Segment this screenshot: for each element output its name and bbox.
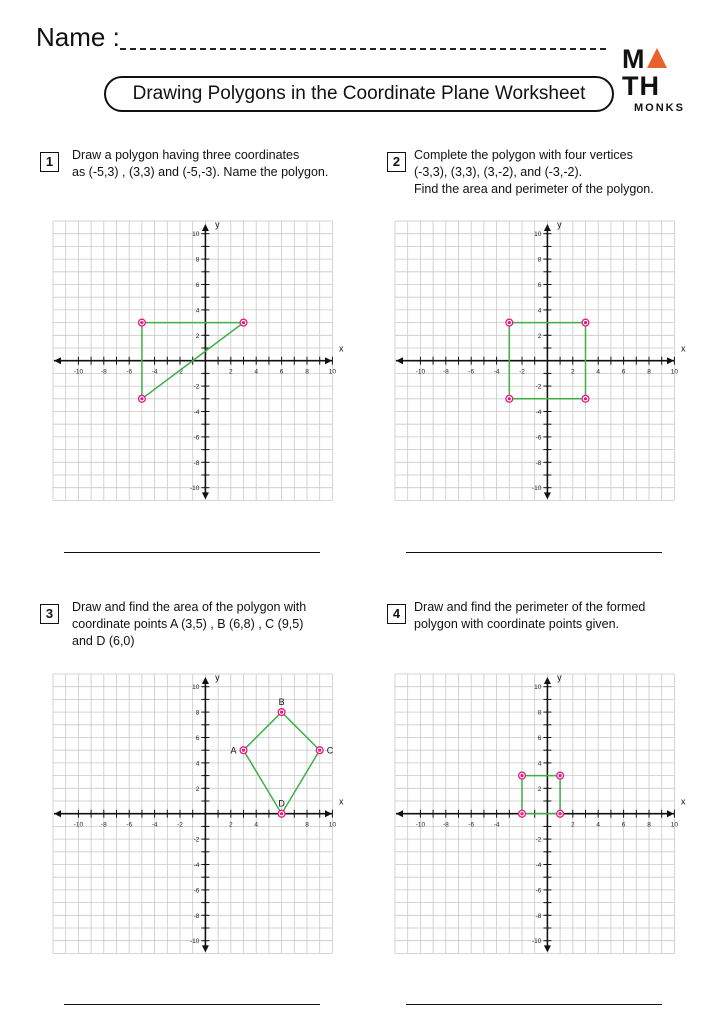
y-tick-label: -4: [193, 409, 200, 416]
vertex-dot: [584, 321, 587, 324]
question-1-line-1: Draw a polygon having three coordinates: [72, 148, 300, 162]
y-tick-label: -10: [189, 938, 200, 946]
x-axis-label: x: [339, 796, 344, 807]
question-2-line-3: Find the area and perimeter of the polygon.: [414, 182, 654, 196]
coordinate-grid-1: [52, 219, 344, 502]
y-axis-arrow-down-icon: [202, 492, 209, 499]
y-axis-arrow-up-icon: [544, 224, 551, 231]
y-tick-label: -8: [535, 459, 542, 467]
y-tick-label: 8: [195, 256, 200, 264]
x-tick-label: 10: [328, 821, 337, 829]
vertex-dot: [559, 812, 562, 815]
x-tick-label: -6: [468, 368, 475, 376]
y-tick-label: -10: [189, 485, 200, 493]
question-3-line-1: Draw and find the area of the polygon with: [72, 600, 307, 614]
y-tick-label: -8: [535, 912, 542, 920]
y-axis-arrow-up-icon: [202, 224, 209, 231]
vertex-dot: [508, 397, 511, 400]
vertex-label: C: [326, 745, 334, 756]
vertex-label: A: [230, 745, 237, 756]
x-tick-label: -6: [126, 368, 133, 376]
y-tick-label: 4: [537, 760, 542, 768]
x-axis-arrow-right-icon: [325, 357, 332, 364]
y-axis-label: y: [215, 219, 220, 230]
answer-line-4[interactable]: [406, 1004, 662, 1005]
y-tick-label: 6: [537, 735, 542, 742]
x-tick-label: 2: [228, 368, 233, 376]
question-4-line-1: Draw and find the perimeter of the formed: [414, 600, 646, 614]
y-tick-label: -10: [531, 485, 542, 493]
x-tick-label: -4: [151, 821, 158, 829]
logo-letter-m: M: [622, 44, 646, 74]
x-axis-arrow-right-icon: [667, 810, 674, 817]
question-2-line-1: Complete the polygon with four vertices: [414, 148, 633, 162]
y-tick-label: 6: [537, 282, 542, 289]
y-axis-arrow-down-icon: [202, 945, 209, 952]
x-tick-label: 8: [305, 821, 309, 829]
x-tick-label: -8: [100, 368, 107, 376]
vertex-dot: [140, 397, 143, 400]
x-tick-label: 4: [596, 368, 601, 376]
y-tick-label: -6: [535, 434, 542, 442]
x-tick-label: 2: [228, 821, 233, 829]
x-tick-label: 4: [254, 821, 259, 829]
vertex-dot: [242, 749, 245, 752]
x-tick-label: -4: [151, 368, 158, 376]
y-tick-label: 10: [534, 231, 542, 239]
polygon-shape: [522, 776, 560, 814]
y-tick-label: 8: [537, 256, 542, 264]
x-tick-label: 2: [570, 821, 575, 829]
vertex-dot: [242, 321, 245, 324]
y-tick-label: -8: [193, 912, 200, 920]
answer-line-2[interactable]: [406, 552, 662, 553]
vertex-dot: [508, 321, 511, 324]
y-tick-label: -8: [193, 459, 200, 467]
y-tick-label: 4: [195, 307, 200, 315]
x-tick-label: -8: [100, 821, 107, 829]
x-tick-label: 10: [670, 368, 679, 376]
x-tick-label: 6: [279, 368, 284, 376]
question-1-text: [72, 147, 328, 181]
x-tick-label: -8: [442, 368, 449, 376]
x-tick-label: 6: [621, 821, 626, 829]
x-tick-label: -10: [415, 368, 426, 376]
y-tick-label: 10: [192, 231, 200, 239]
y-tick-label: 2: [537, 332, 542, 340]
y-tick-label: 10: [534, 684, 542, 692]
y-tick-label: 2: [195, 332, 200, 340]
x-tick-label: -4: [493, 821, 500, 829]
x-tick-label: -6: [468, 821, 475, 829]
y-tick-label: -6: [193, 887, 200, 895]
y-tick-label: -4: [193, 862, 200, 869]
x-tick-label: -2: [177, 821, 183, 829]
x-axis-label: x: [681, 796, 686, 807]
x-tick-label: 2: [570, 368, 575, 376]
worksheet-title: Drawing Polygons in the Coordinate Plane Worksheet: [104, 76, 614, 112]
vertex-dot: [280, 812, 283, 815]
vertex-dot: [520, 812, 523, 815]
vertex-dot: [318, 749, 321, 752]
x-tick-label: -4: [493, 368, 500, 376]
x-tick-label: -2: [177, 368, 183, 376]
x-tick-label: 4: [254, 368, 259, 376]
x-tick-label: -6: [126, 821, 133, 829]
x-tick-label: 10: [328, 368, 337, 376]
y-axis-arrow-down-icon: [544, 945, 551, 952]
name-line[interactable]: [120, 48, 606, 50]
y-tick-label: 2: [195, 785, 200, 793]
x-axis-arrow-left-icon: [396, 810, 403, 817]
answer-line-3[interactable]: [64, 1004, 320, 1005]
y-axis-arrow-up-icon: [544, 677, 551, 684]
x-tick-label: 8: [647, 821, 651, 829]
vertex-label: D: [278, 798, 285, 809]
y-tick-label: 2: [537, 785, 542, 793]
y-axis-label: y: [215, 672, 220, 683]
y-tick-label: 10: [192, 684, 200, 692]
y-tick-label: -2: [193, 383, 200, 391]
x-tick-label: -10: [73, 821, 84, 829]
x-tick-label: 8: [305, 368, 309, 376]
question-2-text: [414, 147, 654, 198]
name-label: Name :: [36, 22, 120, 52]
x-tick-label: 10: [670, 821, 679, 829]
x-tick-label: 6: [621, 368, 626, 376]
coordinate-grid-2: [394, 219, 686, 502]
y-tick-label: -2: [193, 836, 200, 844]
question-4-line-2: polygon with coordinate points given.: [414, 617, 619, 631]
vertex-dot: [584, 397, 587, 400]
vertex-dot: [140, 321, 143, 324]
x-axis-arrow-left-icon: [54, 357, 61, 364]
logo-triangle-icon: [647, 48, 667, 68]
x-tick-label: 8: [647, 368, 651, 376]
y-tick-label: -2: [535, 836, 542, 844]
question-1-line-2: as (-5,3) , (3,3) and (-5,-3). Name the polygon.: [72, 165, 329, 179]
coordinate-grid-4: [394, 672, 686, 955]
logo-monks: MONKS: [634, 102, 685, 114]
question-1-number: 1: [40, 152, 59, 172]
question-3-number: 3: [40, 604, 59, 624]
question-2-line-2: (-3,3), (3,3), (3,-2), and (-3,-2).: [414, 165, 583, 179]
y-axis-arrow-down-icon: [544, 492, 551, 499]
question-2-number: 2: [387, 152, 406, 172]
vertex-dot: [520, 774, 523, 777]
x-tick-label: -10: [73, 368, 84, 376]
coordinate-grid-3: [52, 672, 344, 955]
x-axis-label: x: [681, 343, 686, 354]
y-tick-label: 8: [195, 709, 200, 717]
x-axis-label: x: [339, 343, 344, 354]
y-tick-label: 4: [195, 760, 200, 768]
x-tick-label: -2: [519, 368, 525, 376]
question-3-text: [72, 599, 306, 650]
vertex-label: B: [278, 697, 285, 708]
logo-letters-th: TH: [622, 71, 660, 101]
question-3-line-2: coordinate points A (3,5) , B (6,8) , C (9,5): [72, 617, 304, 631]
y-tick-label: 6: [195, 735, 200, 742]
y-tick-label: 4: [537, 307, 542, 315]
y-axis-label: y: [557, 219, 562, 230]
y-tick-label: 6: [195, 282, 200, 289]
x-axis-arrow-left-icon: [396, 357, 403, 364]
x-tick-label: 4: [596, 821, 601, 829]
question-3-line-3: and D (6,0): [72, 634, 135, 648]
x-tick-label: -8: [442, 821, 449, 829]
question-4-text: [414, 599, 645, 633]
y-tick-label: -6: [535, 887, 542, 895]
y-tick-label: -2: [535, 383, 542, 391]
y-axis-label: y: [557, 672, 562, 683]
y-axis-arrow-up-icon: [202, 677, 209, 684]
x-axis-arrow-left-icon: [54, 810, 61, 817]
vertex-dot: [559, 774, 562, 777]
y-tick-label: -4: [535, 409, 542, 416]
math-monks-logo: [622, 46, 694, 114]
x-axis-arrow-right-icon: [667, 357, 674, 364]
x-axis-arrow-right-icon: [325, 810, 332, 817]
question-4-number: 4: [387, 604, 406, 624]
y-tick-label: -10: [531, 938, 542, 946]
x-tick-label: -10: [415, 821, 426, 829]
y-tick-label: -6: [193, 434, 200, 442]
y-tick-label: 8: [537, 709, 542, 717]
y-tick-label: -4: [535, 862, 542, 869]
vertex-dot: [280, 711, 283, 714]
answer-line-1[interactable]: [64, 552, 320, 553]
